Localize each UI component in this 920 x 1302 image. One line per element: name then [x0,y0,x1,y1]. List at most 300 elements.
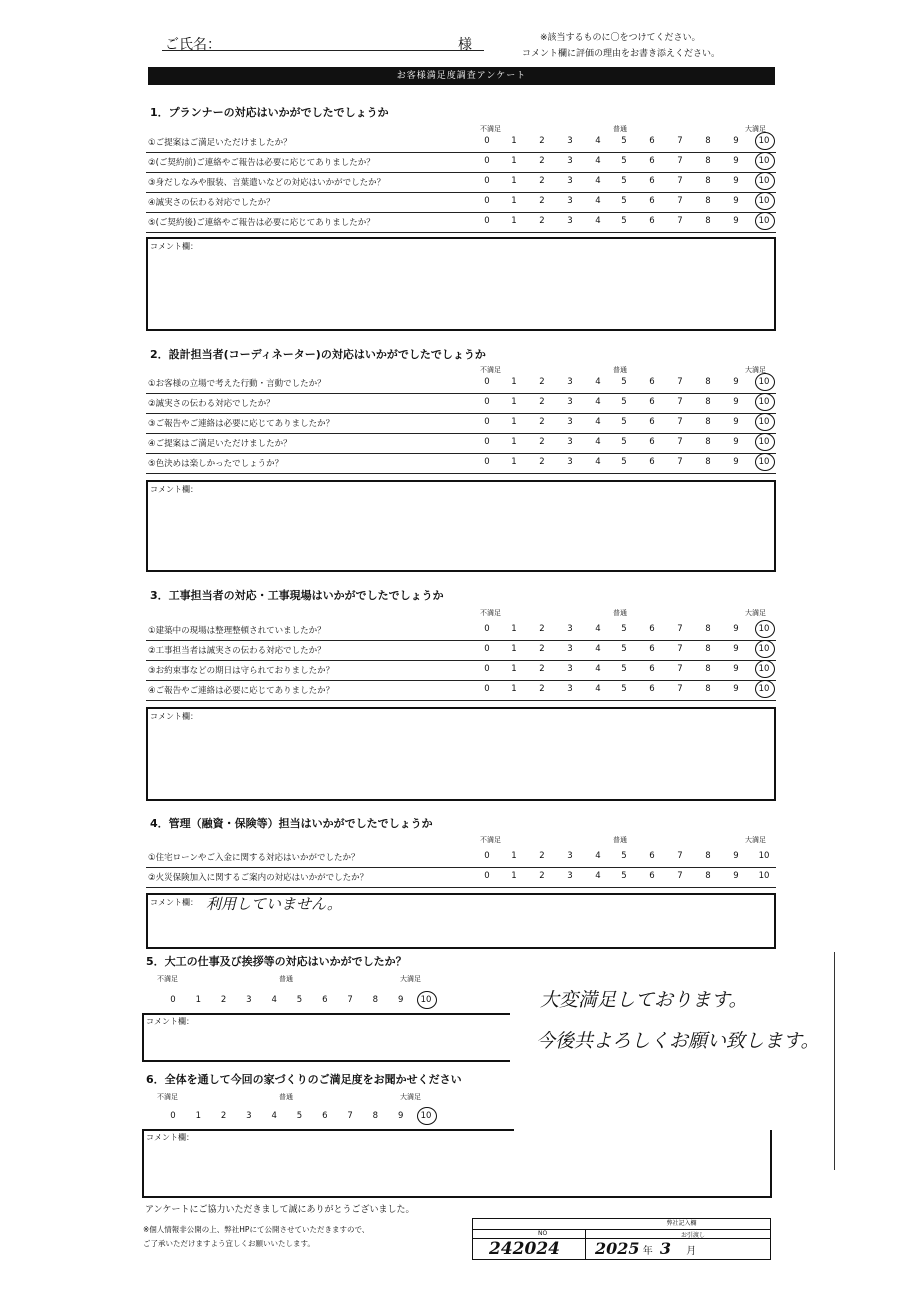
rating-option[interactable]: 0 [484,684,490,694]
rating-option[interactable]: 9 [733,644,739,654]
rating-option[interactable]: 6 [649,624,655,634]
rating-option[interactable]: 8 [705,216,711,226]
section5-rating-row [166,992,446,1008]
rating-option[interactable]: 5 [621,437,627,447]
section4-scale-low: 不満足 [480,836,501,844]
rating-option[interactable]: 3 [567,457,573,467]
rating-option[interactable]: 5 [621,196,627,206]
rating-option[interactable]: 4 [595,664,601,674]
section5-rating-option[interactable]: 6 [322,995,328,1005]
section1-scale-high: 大満足 [745,125,766,133]
rating-option[interactable]: 5 [621,156,627,166]
rating-option[interactable]: 2 [539,176,545,186]
rating-option[interactable]: 4 [595,176,601,186]
rating-option[interactable]: 9 [733,851,739,861]
rating-option[interactable]: 10 [758,136,770,146]
rating-option[interactable]: 6 [649,457,655,467]
question-text: ③身だしなみや服装、言葉遣いなどの対応はいかがでしたか？ [148,178,386,188]
rating-option[interactable]: 8 [705,644,711,654]
selected-rating-circle [755,393,775,411]
rating-option[interactable]: 0 [484,176,490,186]
question-text: ④ご報告やご連絡は必要に応じてありましたか？ [148,686,335,696]
selected-rating-circle [755,620,775,638]
rating-option[interactable]: 0 [484,216,490,226]
rating-option[interactable]: 9 [733,437,739,447]
question-text: ②誠実さの伝わる対応でしたか？ [148,399,275,409]
question-row [146,621,776,641]
selected-rating-circle [755,152,775,170]
rating-option[interactable]: 7 [677,437,683,447]
rating-option[interactable]: 0 [484,136,490,146]
rating-option[interactable]: 7 [677,664,683,674]
rating-option[interactable]: 9 [733,156,739,166]
rating-option[interactable]: 0 [484,457,490,467]
section5-selected-rating-circle [417,991,437,1009]
selected-rating-circle [755,413,775,431]
rating-option[interactable]: 8 [705,156,711,166]
question-text: ④誠実さの伝わる対応でしたか？ [148,198,275,208]
section5-rating-option[interactable]: 10 [420,995,432,1005]
rating-option[interactable]: 6 [649,417,655,427]
rating-option[interactable]: 7 [677,397,683,407]
rating-option[interactable]: 6 [649,644,655,654]
survey-number: 242024 [489,1239,560,1259]
rating-option[interactable]: 2 [539,156,545,166]
rating-option[interactable]: 9 [733,664,739,674]
rating-option[interactable]: 8 [705,196,711,206]
selected-rating-circle [755,132,775,150]
section6-rating-option[interactable]: 3 [246,1111,252,1121]
rating-option[interactable]: 0 [484,437,490,447]
rating-option[interactable]: 2 [539,377,545,387]
rating-option[interactable]: 8 [705,377,711,387]
rating-option[interactable]: 10 [758,196,770,206]
rating-option[interactable]: 0 [484,377,490,387]
handwritten-comment-line2: 今後共よろしくお願い致します。 [536,1030,820,1052]
section5-scale-high: 大満足 [400,975,421,983]
rating-option[interactable]: 10 [758,871,770,881]
rating-option[interactable]: 5 [621,377,627,387]
section5-comment-box [142,1014,510,1060]
question-row [146,394,776,414]
section5-rating-option[interactable]: 2 [220,995,227,1005]
rating-option[interactable]: 8 [705,664,711,674]
question-row [146,868,776,888]
rating-option[interactable]: 5 [621,624,627,634]
rating-option[interactable]: 4 [595,871,601,881]
rating-option[interactable]: 0 [484,156,490,166]
rating-option[interactable]: 0 [484,417,490,427]
rating-option[interactable]: 9 [733,624,739,634]
question-text: ①ご提案はご満足いただけましたか？ [148,138,292,148]
rating-option[interactable]: 5 [621,851,627,861]
section4-scale-mid: 普通 [613,836,627,844]
section5-rating-option[interactable]: 1 [195,995,201,1005]
rating-option[interactable]: 2 [539,851,545,861]
rating-option[interactable]: 7 [677,156,683,166]
rating-option[interactable]: 5 [621,417,627,427]
section2-scale-high: 大満足 [745,366,766,374]
office-use-subheader [473,1229,770,1239]
rating-option[interactable]: 0 [484,397,490,407]
section6-rating-option[interactable]: 6 [322,1111,328,1121]
year-unit: 年 [642,1246,653,1257]
section1-scale-mid: 普通 [613,125,627,133]
rating-option[interactable]: 2 [539,871,545,881]
section6-scale-high: 大満足 [400,1093,421,1101]
section2-scale-mid: 普通 [613,366,627,374]
rating-option[interactable]: 2 [539,624,545,634]
rating-option[interactable]: 7 [677,644,683,654]
rating-option[interactable]: 9 [733,176,739,186]
rating-option[interactable]: 1 [511,196,517,206]
section6-rating-option[interactable]: 5 [296,1111,303,1121]
section5-rating-option[interactable]: 7 [347,995,353,1005]
section3-scale-high: 大満足 [745,609,766,617]
rating-option[interactable]: 6 [649,377,655,387]
section2-comment-box[interactable] [146,480,776,572]
section6-rating-option[interactable]: 1 [195,1111,201,1121]
section6-scale-low: 不満足 [157,1093,178,1101]
rating-option[interactable]: 3 [567,664,573,674]
rating-option[interactable]: 6 [649,156,655,166]
rating-option[interactable]: 8 [705,136,711,146]
rating-option[interactable]: 10 [758,437,770,447]
rating-option[interactable]: 0 [484,871,490,881]
rating-option[interactable]: 1 [511,377,517,387]
rating-option[interactable]: 4 [595,624,601,634]
rating-option[interactable]: 10 [758,156,770,166]
section6-rating-option[interactable]: 4 [271,1111,277,1121]
rating-option[interactable]: 3 [567,136,573,146]
rating-option[interactable]: 3 [567,216,573,226]
rating-option[interactable]: 7 [677,624,683,634]
rating-option[interactable]: 1 [511,457,517,467]
section6-rating-option[interactable]: 8 [372,1111,379,1121]
rating-option[interactable]: 1 [511,216,517,226]
rating-option[interactable]: 10 [758,377,770,387]
rating-option[interactable]: 7 [677,176,683,186]
sama-label: 様 [458,37,472,53]
rating-option[interactable]: 3 [567,851,573,861]
rating-option[interactable]: 9 [733,136,739,146]
question-row [146,133,776,153]
question-row [146,681,776,701]
question-text: ③ご報告やご連絡は必要に応じてありましたか？ [148,419,335,429]
rating-option[interactable]: 8 [705,437,711,447]
privacy-note-2: ご了承いただけますよう宜しくお願いいたします。 [143,1239,315,1248]
rating-option[interactable]: 4 [595,196,601,206]
rating-option[interactable]: 6 [649,216,655,226]
rating-option[interactable]: 10 [758,176,770,186]
rating-option[interactable]: 10 [758,644,770,654]
rating-option[interactable]: 6 [649,871,655,881]
rating-option[interactable]: 1 [511,437,517,447]
rating-option[interactable]: 1 [511,397,517,407]
rating-option[interactable]: 8 [705,397,711,407]
thanks-message: アンケートにご協力いただきまして誠にありがとうございました。 [145,1205,415,1215]
rating-option[interactable]: 7 [677,377,683,387]
rating-option[interactable]: 2 [539,136,545,146]
rating-option[interactable]: 10 [758,851,770,861]
rating-option[interactable]: 0 [484,644,490,654]
rating-option[interactable]: 5 [621,664,627,674]
selected-rating-circle [755,640,775,658]
comment-label: コメント欄： [150,242,198,251]
rating-option[interactable]: 6 [649,136,655,146]
question-row [146,661,776,681]
question-text: ③お約束事などの期日は守られておりましたか？ [148,666,335,676]
rating-option[interactable]: 4 [595,216,601,226]
section1-comment-box[interactable] [146,237,776,331]
rating-option[interactable]: 8 [705,417,711,427]
rating-option[interactable]: 6 [649,196,655,206]
rating-option[interactable]: 4 [595,437,601,447]
rating-option[interactable]: 4 [595,684,601,694]
section4-comment-box[interactable] [146,893,776,949]
rating-option[interactable]: 8 [705,851,711,861]
section6-comment-box [142,1130,772,1198]
section5-rating-option[interactable]: 9 [397,995,404,1005]
rating-option[interactable]: 9 [733,871,739,881]
question-row [146,641,776,661]
rating-option[interactable]: 10 [758,397,770,407]
rating-option[interactable]: 1 [511,684,517,694]
rating-option[interactable]: 5 [621,871,627,881]
survey-title-bar: お客様満足度調査アンケート [148,67,775,85]
section6-selected-rating-circle [417,1107,437,1125]
question-row [146,848,776,868]
section5-rating-option[interactable]: 0 [170,995,176,1005]
section4-title: 4．管理（融資・保険等）担当はいかがでしたでしょうか [150,817,433,830]
section6-rating-option[interactable]: 7 [347,1111,353,1121]
rating-option[interactable]: 2 [539,196,545,206]
rating-option[interactable]: 10 [758,664,770,674]
rating-option[interactable]: 7 [677,417,683,427]
section4-comment-text: 利用していません。 [206,895,342,913]
rating-option[interactable]: 6 [649,664,655,674]
rating-option[interactable]: 0 [484,196,490,206]
rating-option[interactable]: 5 [621,684,627,694]
rating-option[interactable]: 2 [539,457,545,467]
rating-option[interactable]: 3 [567,644,573,654]
office-use-header-label: 弊社記入欄 [666,1220,697,1227]
rating-option[interactable]: 7 [677,216,683,226]
rating-option[interactable]: 2 [539,437,545,447]
section1-scale-low: 不満足 [480,125,501,133]
rating-option[interactable]: 3 [567,624,573,634]
rating-option[interactable]: 1 [511,156,517,166]
section6-rating-option[interactable]: 0 [170,1111,176,1121]
section5-rating-option[interactable]: 4 [271,995,277,1005]
no-label: NO [538,1230,548,1237]
rating-option[interactable]: 1 [511,851,517,861]
question-row [146,374,776,394]
section5-rating-option[interactable]: 3 [246,995,252,1005]
rating-option[interactable]: 3 [567,196,573,206]
section4-scale-high: 大満足 [745,836,766,844]
section6-scale-mid: 普通 [279,1093,293,1101]
rating-option[interactable]: 3 [567,377,573,387]
rating-option[interactable]: 2 [539,216,545,226]
rating-option[interactable]: 5 [621,397,627,407]
question-row [146,153,776,173]
rating-option[interactable]: 7 [677,457,683,467]
rating-option[interactable]: 1 [511,664,517,674]
comment-label: コメント欄： [150,485,198,494]
rating-option[interactable]: 5 [621,644,627,654]
section3-title: 3．工事担当者の対応・工事現場はいかがでしたでしょうか [150,589,444,602]
rating-option[interactable]: 3 [567,176,573,186]
section6-comment-label: コメント欄： [146,1133,194,1142]
question-row [146,434,776,454]
comment-label: コメント欄： [150,712,198,721]
delivery-month: 3 [659,1239,672,1258]
rating-option[interactable]: 10 [758,457,770,467]
rating-option[interactable]: 7 [677,136,683,146]
comment-label: コメント欄： [150,898,198,907]
delivery-year: 2025 [595,1239,640,1258]
rating-option[interactable]: 1 [511,871,517,881]
rating-option[interactable]: 4 [595,377,601,387]
section6-rating-option[interactable]: 2 [220,1111,227,1121]
rating-option[interactable]: 4 [595,457,601,467]
rating-option[interactable]: 8 [705,684,711,694]
rating-option[interactable]: 6 [649,176,655,186]
rating-option[interactable]: 9 [733,397,739,407]
rating-option[interactable]: 8 [705,871,711,881]
section5-bottom-border [142,1060,510,1062]
question-row [146,173,776,193]
rating-option[interactable]: 2 [539,397,545,407]
delivery-label: お引渡し [681,1232,706,1239]
rating-option[interactable]: 9 [733,216,739,226]
rating-option[interactable]: 5 [621,136,627,146]
rating-option[interactable]: 2 [539,417,545,427]
rating-option[interactable]: 10 [758,417,770,427]
rating-option[interactable]: 7 [677,684,683,694]
rating-option[interactable]: 9 [733,417,739,427]
question-row [146,414,776,434]
rating-option[interactable]: 2 [539,644,545,654]
instruction-note-2: コメント欄に評価の理由をお書き添えください。 [522,49,721,59]
rating-option[interactable]: 5 [621,176,627,186]
rating-option[interactable]: 3 [567,871,573,881]
rating-option[interactable]: 10 [758,216,770,226]
question-text: ④ご提案はご満足いただけましたか？ [148,439,292,449]
delivery-date [595,1239,696,1258]
rating-option[interactable]: 4 [595,644,601,654]
rating-option[interactable]: 10 [758,624,770,634]
rating-option[interactable]: 8 [705,176,711,186]
rating-option[interactable]: 2 [539,684,545,694]
section5-rating-option[interactable]: 8 [372,995,379,1005]
month-unit: 月 [686,1246,697,1257]
rating-option[interactable]: 4 [595,851,601,861]
rating-option[interactable]: 0 [484,851,490,861]
section2-title: 2．設計担当者(コーディネーター)の対応はいかがでしたでしょうか [150,348,486,361]
rating-option[interactable]: 6 [649,397,655,407]
section6-rating-option[interactable]: 10 [420,1111,432,1121]
rating-option[interactable]: 1 [511,417,517,427]
question-text: ①住宅ローンやご入金に関する対応はいかがでしたか？ [148,853,360,863]
selected-rating-circle [755,192,775,210]
section1-title: 1．プランナーの対応はいかがでしたでしょうか [150,106,389,119]
selected-rating-circle [755,660,775,678]
question-text: ②工事担当者は誠実さの伝わる対応でしたか？ [148,646,326,656]
section3-scale-low: 不満足 [480,609,501,617]
name-underline [162,50,484,51]
rating-option[interactable]: 1 [511,136,517,146]
rating-option[interactable]: 9 [733,377,739,387]
rating-option[interactable]: 9 [733,196,739,206]
section5-comment-label: コメント欄： [146,1017,194,1026]
rating-option[interactable]: 1 [511,176,517,186]
rating-option[interactable]: 9 [733,684,739,694]
rating-option[interactable]: 4 [595,156,601,166]
rating-option[interactable]: 7 [677,851,683,861]
office-use-box [472,1218,771,1260]
question-text: ②火災保険加入に関するご案内の対応はいかがでしたか？ [148,873,369,883]
rating-option[interactable]: 3 [567,684,573,694]
rating-option[interactable]: 7 [677,196,683,206]
rating-option[interactable]: 0 [484,624,490,634]
rating-option[interactable]: 5 [621,457,627,467]
question-text: ①お客様の立場で考えた行動・言動でしたか？ [148,379,326,389]
name-label: ご氏名： [165,37,221,53]
rating-option[interactable]: 8 [705,624,711,634]
section5-scale-mid: 普通 [279,975,293,983]
section5-rating-option[interactable]: 5 [296,995,303,1005]
section2-scale-low: 不満足 [480,366,501,374]
selected-rating-circle [755,212,775,230]
rating-option[interactable]: 6 [649,851,655,861]
section6-rating-row [166,1108,446,1124]
section5-title: 5．大工の仕事及び挨拶等の対応はいかがでしたか？ [146,955,407,968]
question-row [146,454,776,474]
rating-option[interactable]: 0 [484,664,490,674]
scan-edge-line [834,952,835,1170]
rating-option[interactable]: 6 [649,684,655,694]
rating-option[interactable]: 9 [733,457,739,467]
section6-rating-option[interactable]: 9 [397,1111,404,1121]
question-text: ①建築中の現場は整理整頓されていましたか？ [148,626,326,636]
rating-option[interactable]: 3 [567,417,573,427]
rating-option[interactable]: 4 [595,417,601,427]
selected-rating-circle [755,433,775,451]
rating-option[interactable]: 8 [705,457,711,467]
rating-option[interactable]: 2 [539,664,545,674]
rating-option[interactable]: 3 [567,397,573,407]
rating-option[interactable]: 4 [595,397,601,407]
rating-option[interactable]: 5 [621,216,627,226]
rating-option[interactable]: 3 [567,437,573,447]
question-row [146,213,776,233]
rating-option[interactable]: 7 [677,871,683,881]
rating-option[interactable]: 10 [758,684,770,694]
rating-option[interactable]: 1 [511,624,517,634]
question-text: ②(ご契約前)ご連絡やご報告は必要に応じてありましたか？ [148,158,375,168]
question-text: ⑤色決めは楽しかったでしょうか？ [148,459,284,469]
section6-title: 6．全体を通して今回の家づくりのご満足度をお聞かせください [146,1073,462,1086]
rating-option[interactable]: 1 [511,644,517,654]
selected-rating-circle [755,172,775,190]
rating-option[interactable]: 3 [567,156,573,166]
rating-option[interactable]: 4 [595,136,601,146]
section3-comment-box[interactable] [146,707,776,801]
question-text: ⑤(ご契約後)ご連絡やご報告は必要に応じてありましたか？ [148,218,375,228]
rating-option[interactable]: 6 [649,437,655,447]
